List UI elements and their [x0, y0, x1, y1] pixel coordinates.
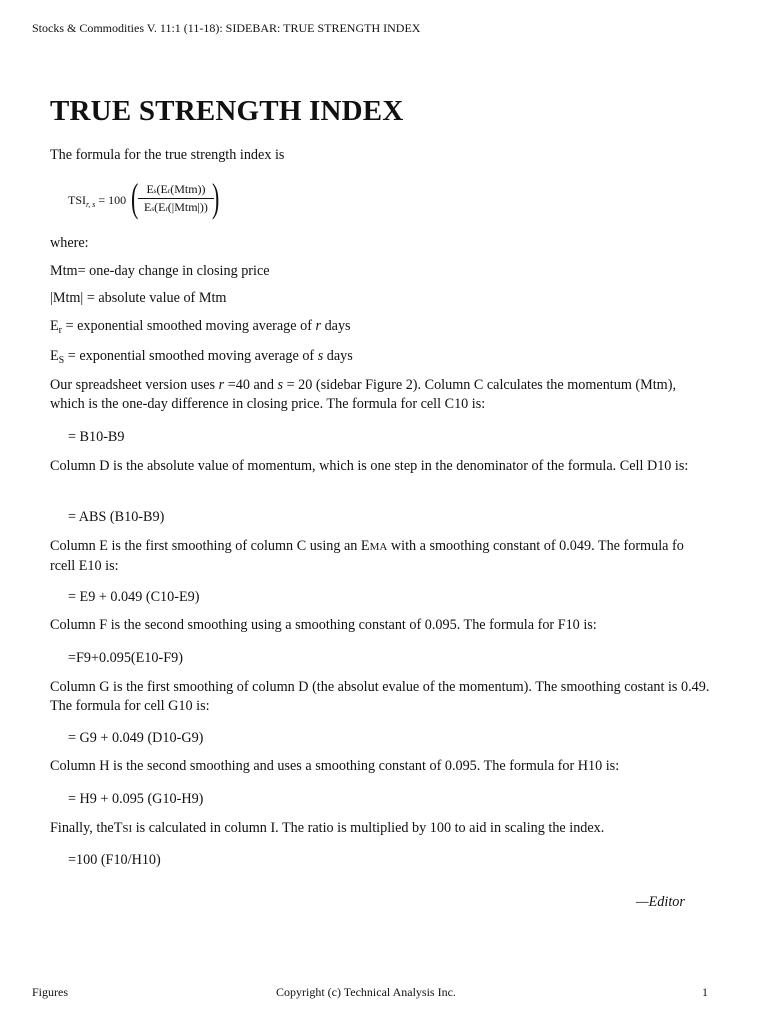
definition-mtm: Mtm= one-day change in closing price: [50, 263, 270, 279]
formula-e10: = E9 + 0.049 (C10-E9): [68, 589, 200, 605]
footer-page-number: 1: [702, 985, 708, 999]
definition-er: $E_r$ = exponential smoothed moving average of r days: [50, 318, 351, 336]
formula-fraction: [138, 182, 214, 215]
page-title: TRUE STRENGTH INDEX: [50, 95, 404, 127]
formula-g10: = G9 + 0.049 (D10-G9): [68, 730, 204, 746]
paragraph-column-i: Finally, theTSI is calculated in column I. The ratio is multiplied by 100 to aid in scaling the index.: [50, 820, 605, 836]
formula-c10: = B10-B9: [68, 429, 125, 445]
left-paren: (: [130, 175, 139, 220]
definition-es: $E_S$ = exponential smoothed moving average of s days: [50, 348, 353, 366]
intro-text: The formula for the true strength index is: [50, 147, 285, 163]
formula-d10: = ABS (B10-B9): [68, 509, 165, 525]
footer-left: Figures: [32, 985, 68, 999]
editor-signature: —Editor: [636, 894, 685, 910]
running-header: Stocks & Commodities V. 11:1 (11-18): SIDEBAR: TRUE STRENGTH INDEX: [32, 21, 421, 35]
formula-h10: = H9 + 0.095 (G10-H9): [68, 791, 204, 807]
formula-i10: =100 (F10/H10): [68, 852, 161, 868]
definition-abs-mtm: |Mtm| = absolute value of Mtm: [50, 290, 227, 306]
paragraph-column-f: Column F is the second smoothing using a smoothing constant of 0.095. The formula for F10 is:: [50, 617, 597, 633]
formula-lhs: $TSI_{r, s} = 100$: [68, 193, 127, 209]
paragraph-column-e: Column E is the first smoothing of column C using an EMA with a smoothing constant of 0.049. The formula fo rcell E10 is:: [50, 538, 684, 574]
where-label: where:: [50, 235, 89, 251]
paragraph-column-h: Column H is the second smoothing and uses a smoothing constant of 0.095. The formula for H10 is:: [50, 758, 620, 774]
formula-f10: =F9+0.095(E10-F9): [68, 650, 183, 666]
paragraph-column-g: Column G is the first smoothing of column D (the absolut evalue of the momentum). The smoothing costant is 0.49. The formula for cell G10 is:: [50, 679, 710, 714]
formula-numerator: Es(Er(Mtm)): [138, 182, 214, 199]
right-paren: ): [211, 175, 220, 220]
paragraph-spreadsheet: Our spreadsheet version uses r =40 and s = 20 (sidebar Figure 2). Column C calculates the momentum (Mtm), which is the one-day difference in closing price. The formula for cell C10 is:: [50, 377, 676, 412]
footer-copyright: Copyright (c) Technical Analysis Inc.: [276, 985, 456, 999]
formula-denominator: Es(Er(|Mtm|)): [144, 200, 208, 214]
paragraph-column-d: Column D is the absolute value of momentum, which is one step in the denominator of the formula. Cell D10 is:: [50, 458, 689, 474]
